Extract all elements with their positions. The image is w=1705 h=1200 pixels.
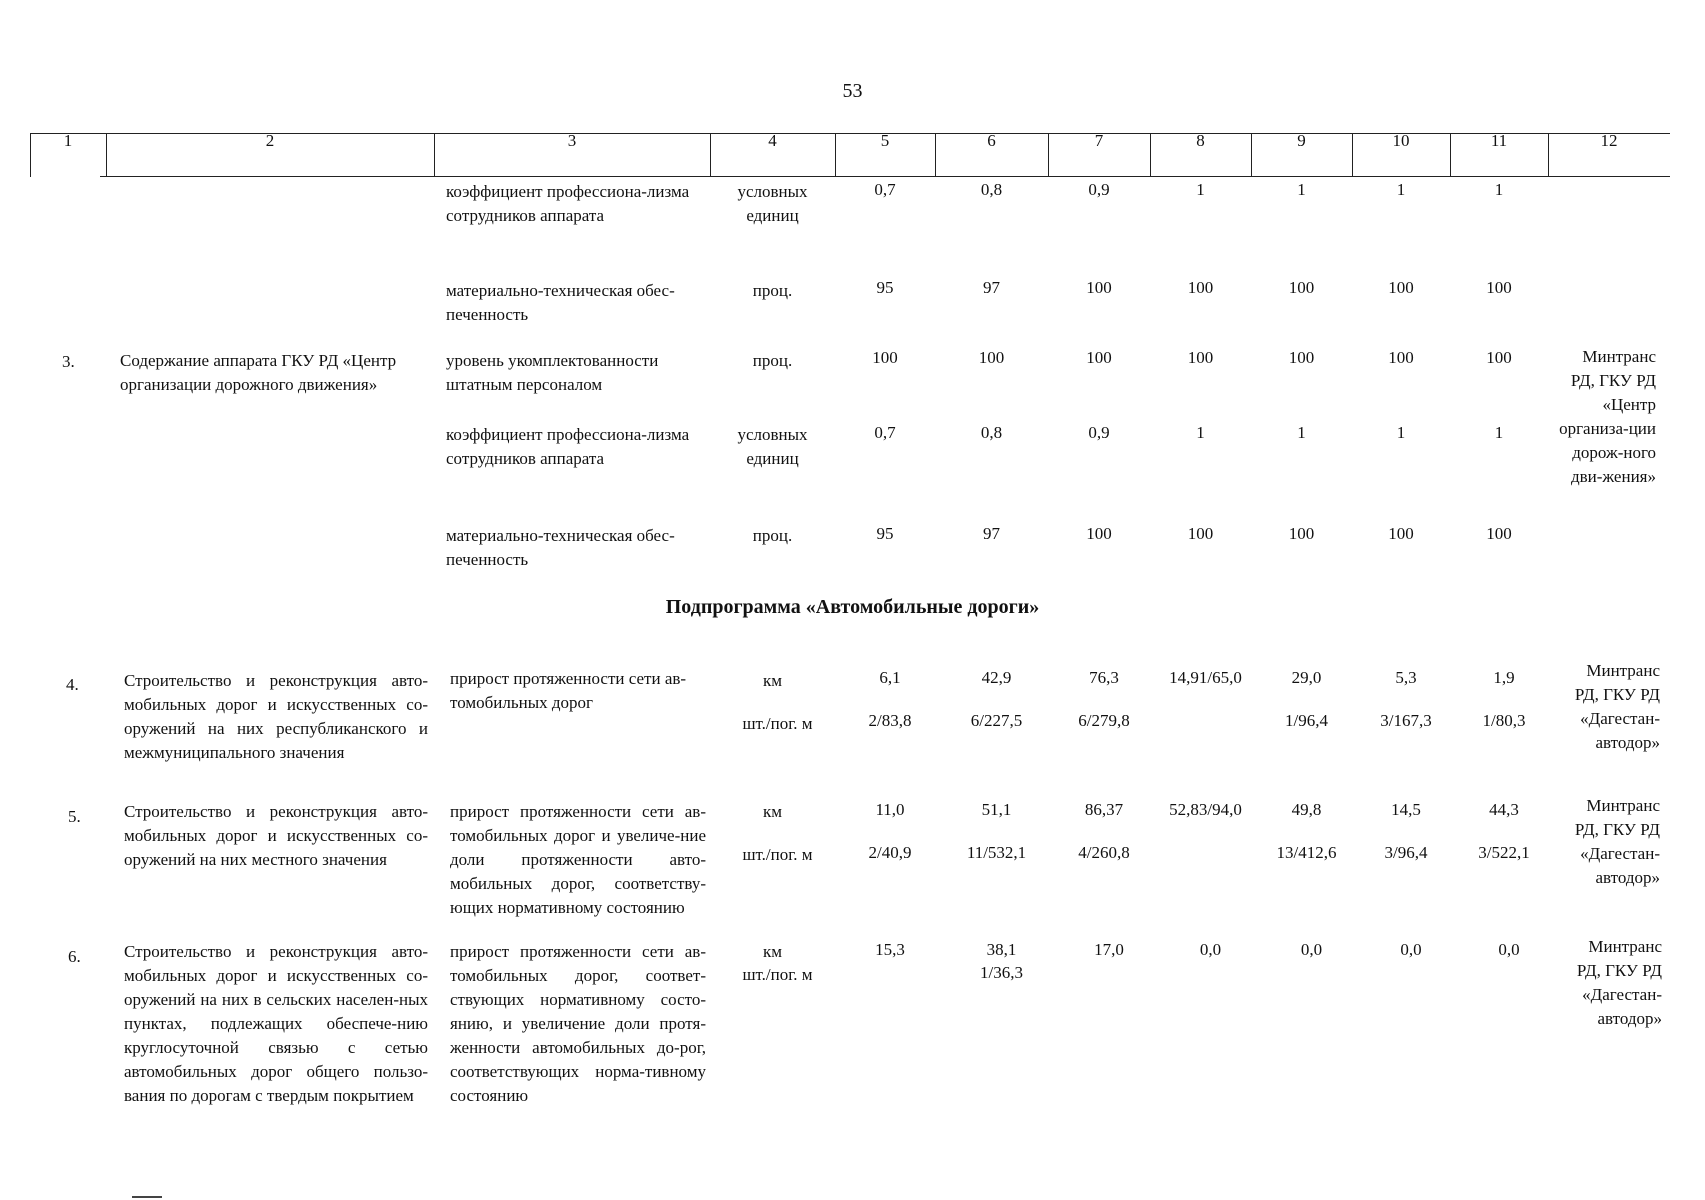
value-cell: 100 <box>872 348 898 367</box>
header-col-6: 6 <box>987 131 996 150</box>
value-cell: 52,83/94,0 <box>1169 800 1242 819</box>
value-cell: 100 <box>1187 348 1214 367</box>
header-col-1: 1 <box>63 131 73 150</box>
indicator-unit: км <box>762 671 783 690</box>
indicator-text: прирост протяженности сети ав-томобильных дорог <box>450 669 687 712</box>
value-cell: 49,8 <box>1291 800 1322 819</box>
indicator-text: уровень укомплектованности штатным персоналом <box>446 351 659 394</box>
value-cell: 86,37 <box>1084 800 1124 819</box>
value-cell: 0,0 <box>1400 940 1422 959</box>
indicator-unit: км <box>762 802 783 821</box>
header-col-10: 10 <box>1392 131 1410 150</box>
header-col-5: 5 <box>880 131 890 150</box>
value-cell: 0,7 <box>874 423 896 442</box>
indicator-text: прирост протяженности сети ав-томобильных дорог, соответ-ствующих нормативному состо-янию, и увеличение доли протя-женности автомобильных до-рог, соответствующих норма-тивному состоянию <box>450 942 706 1105</box>
value-cell: 100 <box>1086 524 1112 543</box>
value-cell: 38,1 <box>986 940 1017 959</box>
value-cell: 1,9 <box>1493 668 1515 687</box>
measure-name: Строительство и реконструкция авто-мобильных дорог и искусственных со-оружений на них республиканского и межмуниципального значения <box>124 671 428 762</box>
value-cell: 100 <box>1288 524 1315 543</box>
measure-name: Строительство и реконструкция авто-мобильных дорог и искусственных со-оружений на них местного значения <box>124 802 428 869</box>
header-col-8: 8 <box>1196 131 1205 150</box>
section-title: Подпрограмма «Автомобильные дороги» <box>665 596 1040 618</box>
value-cell: 1 <box>1396 423 1406 442</box>
value-cell: 0,9 <box>1088 180 1110 199</box>
value-cell: 100 <box>1388 524 1414 543</box>
value-cell: 100 <box>1486 278 1512 297</box>
value-cell: 100 <box>978 348 1005 367</box>
value-cell: 1/96,4 <box>1285 711 1328 730</box>
value-cell: 3/96,4 <box>1384 843 1428 862</box>
value-cell: 6/227,5 <box>970 711 1023 730</box>
indicator-unit: проц. <box>752 526 793 545</box>
row-number: 4. <box>66 675 79 694</box>
value-cell: 100 <box>1486 348 1512 367</box>
value-cell: 1 <box>1396 180 1406 199</box>
value-cell: 14,91/65,0 <box>1169 668 1242 687</box>
value-cell: 95 <box>876 524 894 543</box>
indicator-unit: шт./пог. м <box>742 965 813 984</box>
value-cell: 15,3 <box>875 940 905 959</box>
indicator-unit: шт./пог. м <box>742 714 813 733</box>
value-cell: 29,0 <box>1291 668 1322 687</box>
header-col-7: 7 <box>1094 131 1104 150</box>
value-cell: 100 <box>1388 348 1414 367</box>
value-cell: 2/40,9 <box>868 843 912 862</box>
value-cell: 100 <box>1086 348 1112 367</box>
value-cell: 1 <box>1494 423 1504 442</box>
value-cell: 100 <box>1388 278 1414 297</box>
value-cell: 100 <box>1288 348 1315 367</box>
value-cell: 2/83,8 <box>868 711 912 730</box>
header-col-12: 12 <box>1600 131 1618 150</box>
value-cell: 17,0 <box>1094 940 1124 959</box>
value-cell: 6,1 <box>879 668 901 687</box>
value-cell: 42,9 <box>981 668 1012 687</box>
page-number: 53 <box>842 80 863 102</box>
responsible-executor: Минтранс РД, ГКУ РД «Центр организа-ции дорож-ного дви-жения» <box>1559 347 1656 486</box>
header-bottom-rule <box>100 176 1670 177</box>
header-col-2: 2 <box>265 131 275 150</box>
value-cell: 4/260,8 <box>1078 843 1130 862</box>
value-cell: 0,9 <box>1088 423 1110 442</box>
value-cell: 44,3 <box>1489 800 1519 819</box>
value-cell: 100 <box>1086 278 1112 297</box>
indicator-text: материально-техническая обес-печенность <box>446 281 675 324</box>
value-cell: 51,1 <box>981 800 1012 819</box>
value-cell: 11,0 <box>875 800 905 819</box>
value-cell: 100 <box>1486 524 1512 543</box>
value-cell: 100 <box>1187 524 1214 543</box>
value-cell: 100 <box>1288 278 1315 297</box>
indicator-unit: условных единиц <box>737 425 808 468</box>
responsible-executor: Минтранс РД, ГКУ РД «Дагестан-автодор» <box>1574 796 1660 887</box>
indicator-text: материально-техническая обес-печенность <box>446 526 675 569</box>
value-cell: 0,8 <box>980 180 1003 199</box>
value-cell: 1 <box>1494 180 1504 199</box>
value-cell: 1/36,3 <box>980 963 1023 982</box>
value-cell: 3/522,1 <box>1478 843 1530 862</box>
value-cell: 100 <box>1187 278 1214 297</box>
measure-name: Содержание аппарата ГКУ РД «Центр организации дорожного движения» <box>120 351 397 394</box>
indicator-text: коэффициент профессиона-лизма сотрудников аппарата <box>446 182 690 225</box>
value-cell: 97 <box>983 524 1000 543</box>
value-cell: 5,3 <box>1395 668 1417 687</box>
row-number: 6. <box>68 947 81 966</box>
responsible-executor: Минтранс РД, ГКУ РД «Дагестан-автодор» <box>1574 661 1660 752</box>
header-col-4: 4 <box>768 131 777 150</box>
value-cell: 97 <box>983 278 1000 297</box>
value-cell: 1 <box>1297 180 1306 199</box>
header-col-9: 9 <box>1297 131 1306 150</box>
indicator-text: прирост протяженности сети ав-томобильных дорог и увеличе-ние доли протяженности авто-мобильных дорог, соответству-ющих нормативному состоянию <box>450 802 706 917</box>
measure-name: Строительство и реконструкция авто-мобильных дорог и искусственных со-оружений на них в сельских населен-ных пунктах, подлежащих обеспече-нию круглосуточной связью с сетью автомобильных дорог общего пользо-вания по дорогам с твердым покрытием <box>124 942 428 1105</box>
indicator-unit: условных единиц <box>737 182 808 225</box>
value-cell: 0,0 <box>1199 940 1222 959</box>
row-number: 3. <box>62 352 75 371</box>
indicator-unit: шт./пог. м <box>742 845 813 864</box>
value-cell: 1 <box>1196 180 1205 199</box>
value-cell: 0,0 <box>1300 940 1323 959</box>
value-cell: 1/80,3 <box>1482 711 1526 730</box>
value-cell: 95 <box>876 278 894 297</box>
value-cell: 6/279,8 <box>1078 711 1130 730</box>
value-cell: 0,0 <box>1498 940 1520 959</box>
value-cell: 0,8 <box>980 423 1003 442</box>
header-col-3: 3 <box>567 131 577 150</box>
indicator-unit: проц. <box>752 281 793 300</box>
row-number: 5. <box>68 807 81 826</box>
value-cell: 1 <box>1196 423 1205 442</box>
value-cell: 13/412,6 <box>1276 843 1337 862</box>
value-cell: 76,3 <box>1089 668 1119 687</box>
value-cell: 11/532,1 <box>966 843 1027 862</box>
indicator-text: коэффициент профессиона-лизма сотрудников аппарата <box>446 425 690 468</box>
value-cell: 1 <box>1297 423 1306 442</box>
value-cell: 3/167,3 <box>1380 711 1432 730</box>
indicator-unit: км <box>762 942 783 961</box>
header-col-11: 11 <box>1490 131 1508 150</box>
footer-mark <box>132 1196 162 1198</box>
value-cell: 0,7 <box>874 180 896 199</box>
responsible-executor: Минтранс РД, ГКУ РД «Дагестан-автодор» <box>1576 937 1662 1028</box>
value-cell: 14,5 <box>1391 800 1421 819</box>
indicator-unit: проц. <box>752 351 793 370</box>
